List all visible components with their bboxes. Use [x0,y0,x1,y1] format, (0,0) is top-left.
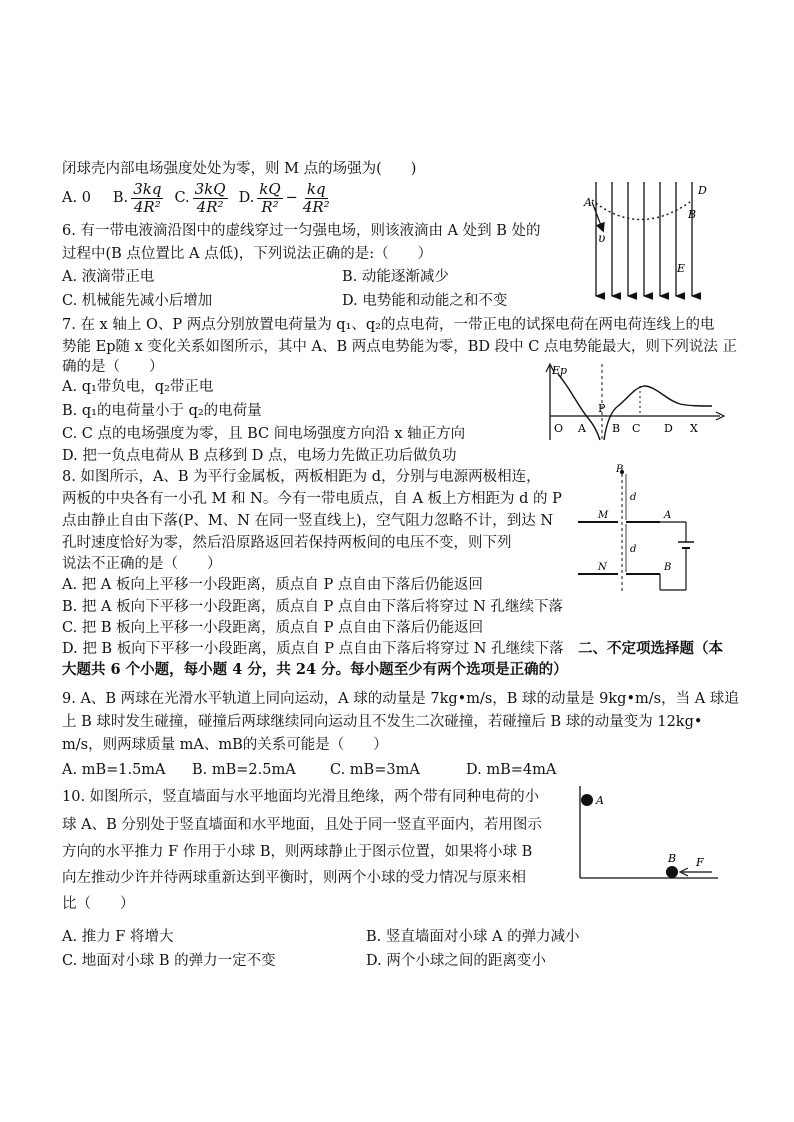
fraction-numerator: kQ [259,179,281,198]
label-b: B [664,562,672,573]
q5-option-a: A. 0 [62,190,91,206]
q5-option-c-label: C. [174,190,190,206]
ball-b [666,866,678,878]
label-a: A [596,794,604,807]
q8-option-c: C. 把 B 板向上平移一小段距离，质点自 P 点自由下落后仍能返回 [62,620,484,636]
q8-option-d: D. 把 B 板向下平移一小段距离，质点自 P 点自由下落后将穿过 N 孔继续下落 [62,641,564,657]
q6-option-b: B. 动能逐渐减少 [342,269,449,285]
q6-electric-field-figure [578,176,728,306]
label-p: P [598,402,606,415]
label-b: B [668,852,677,865]
label-e: E [677,262,686,275]
q8-stem-line4: 孔时速度恰好为零，然后沿原路返回若保持两板间的电压不变，则下列 [62,535,512,551]
label-o: O [554,422,564,435]
label-d: D [664,422,673,435]
q10-option-b: B. 竖直墙面对小球 A 的弹力减小 [366,929,580,945]
q8-stem-line5: 说法不正确的是（ ） [62,556,222,572]
q9-option-d: D. mB=4mA [466,762,557,778]
q7-stem-line1: 7. 在 x 轴上 O、P 两点分别放置电荷量为 q₁、q₂的点电荷，一带正电的试探电荷在两电荷连线上的电 [62,317,715,333]
q8-stem-line1: 8. 如图所示，A、B 为平行金属板，两板相距为 d，分别与电源两极相连， [62,469,541,485]
fraction-numerator: kq [306,179,326,198]
label-c: C [632,422,641,435]
label-a: A [578,422,586,435]
q5-option-d-fraction-1 [257,181,282,216]
q5-option-d-fraction-2 [301,181,332,216]
field-lines [596,182,692,296]
q7-stem-line2: 势能 Ep随 x 变化关系如图所示，其中 A、B 两点电势能为零，BD 段中 C 点电势能最大，则下列说法 正 [62,339,738,355]
q10-stem-line4: 向左推动少许并待两球重新达到平衡时，则两个小球的受力情况与原来相 [62,870,526,886]
q10-stem-line3: 方向的水平推力 F 作用于小球 B，则两球静止于图示位置，如果将小球 B [62,844,533,860]
q10-option-c: C. 地面对小球 B 的弹力一定不变 [62,953,276,969]
q10-option-a: A. 推力 F 将增大 [62,929,174,945]
q10-stem-line1: 10. 如图所示，竖直墙面与水平地面均光滑且绝缘，两个带有同种电荷的小 [62,789,540,805]
label-a: A [664,510,672,521]
q9-option-c: C. mB=3mA [330,762,420,778]
ball-a [581,794,593,806]
q9-option-a: A. mB=1.5mA [62,762,166,778]
q5-option-d-label: D. [238,190,255,206]
q8-stem-line2: 两板的中央各有一小孔 M 和 N。今有一带电质点，自 A 板上方相距为 d 的 P [62,491,562,507]
fraction-numerator: 3kq [133,179,162,198]
q8-option-a: A. 把 A 板向上平移一小段距离，质点自 P 点自由下落后仍能返回 [62,577,483,593]
q10-wall-floor-figure [574,784,724,884]
fraction-denominator: 4R² [133,197,161,216]
droplet-path [592,200,690,220]
label-v: υ [598,231,606,245]
label-b: B [688,208,697,221]
q6-option-a: A. 液滴带正电 [62,269,155,285]
q7-option-a: A. q₁带负电，q₂带正电 [62,379,214,395]
q10-option-d: D. 两个小球之间的距离变小 [366,953,546,969]
q8-parallel-plates-figure [574,464,706,604]
label-d: D [698,184,707,197]
q7-option-c: C. C 点的电场强度为零，且 BC 间电场强度方向沿 x 轴正方向 [62,426,466,442]
label-d-lower: d [630,544,637,555]
q6-option-d: D. 电势能和动能之和不变 [342,293,508,309]
q5-option-b-fraction [131,181,163,216]
label-f: F [696,856,704,869]
fraction-denominator: R² [261,197,279,216]
q7-option-b: B. q₁的电荷量小于 q₂的电荷量 [62,403,262,419]
q5-options [62,178,335,218]
q7-potential-energy-graph [540,360,730,442]
label-ep: Ep [552,364,568,377]
q5-option-c-fraction [193,181,228,216]
q6-option-c: C. 机械能先减小后增加 [62,293,213,309]
q10-stem-line5: 比（ ） [62,896,135,912]
fraction-denominator: 4R² [302,197,330,216]
q7-stem-line3: 确的是（ ） [62,359,164,375]
q5-stem: 闭球壳内部电场强度处处为零，则 M 点的场强为( ) [62,161,417,177]
q8-option-b: B. 把 A 板向下平移一小段距离，质点自 P 点自由下落后将穿过 N 孔继续下落 [62,599,563,615]
q9-option-b: B. mB=2.5mA [192,762,296,778]
q7-option-d: D. 把一负点电荷从 B 点移到 D 点，电场力先做正功后做负功 [62,448,457,464]
q5-option-d-minus: − [285,190,298,206]
q9-stem-line3: m/s，则两球质量 mA、mB的关系可能是（ ） [62,737,388,753]
label-p: P [616,464,623,475]
section2-title-line1: 二、不定项选择题（本 [578,640,723,657]
fraction-numerator: 3kQ [194,179,226,198]
q10-stem-line2: 球 A、B 分别处于竖直墙面和水平地面，且处于同一竖直平面内，若用图示 [62,817,542,833]
label-b: B [612,422,621,435]
section2-title-line2: 大题共 6 个小题，每小题 4 分，共 24 分。每小题至少有两个选项是正确的） [62,661,568,678]
label-d-upper: d [630,492,637,503]
label-a: A [584,196,592,209]
q6-stem-line1: 6. 有一带电液滴沿图中的虚线穿过一匀强电场，则该液滴由 A 处到 B 处的 [62,223,541,239]
q8-stem-line3: 点由静止自由下落(P、M、N 在同一竖直线上)，空气阻力忽略不计，到达 N [62,513,554,529]
label-m: M [598,510,609,521]
q5-option-b-label: B. [112,190,129,206]
label-x: X [690,422,698,435]
q9-stem-line1: 9. A、B 两球在光滑水平轨道上同向运动，A 球的动量是 7kg•m/s，B 球的动量是 9kg•m/s，当 A 球追 [62,691,739,707]
label-n: N [598,562,607,573]
fraction-denominator: 4R² [196,197,224,216]
q9-stem-line2: 上 B 球时发生碰撞，碰撞后两球继续同向运动且不发生二次碰撞，若碰撞后 B 球的动量变为 12kg• [62,714,703,730]
q6-stem-line2: 过程中(B 点位置比 A 点低)，下列说法正确的是:（ ） [62,246,433,262]
